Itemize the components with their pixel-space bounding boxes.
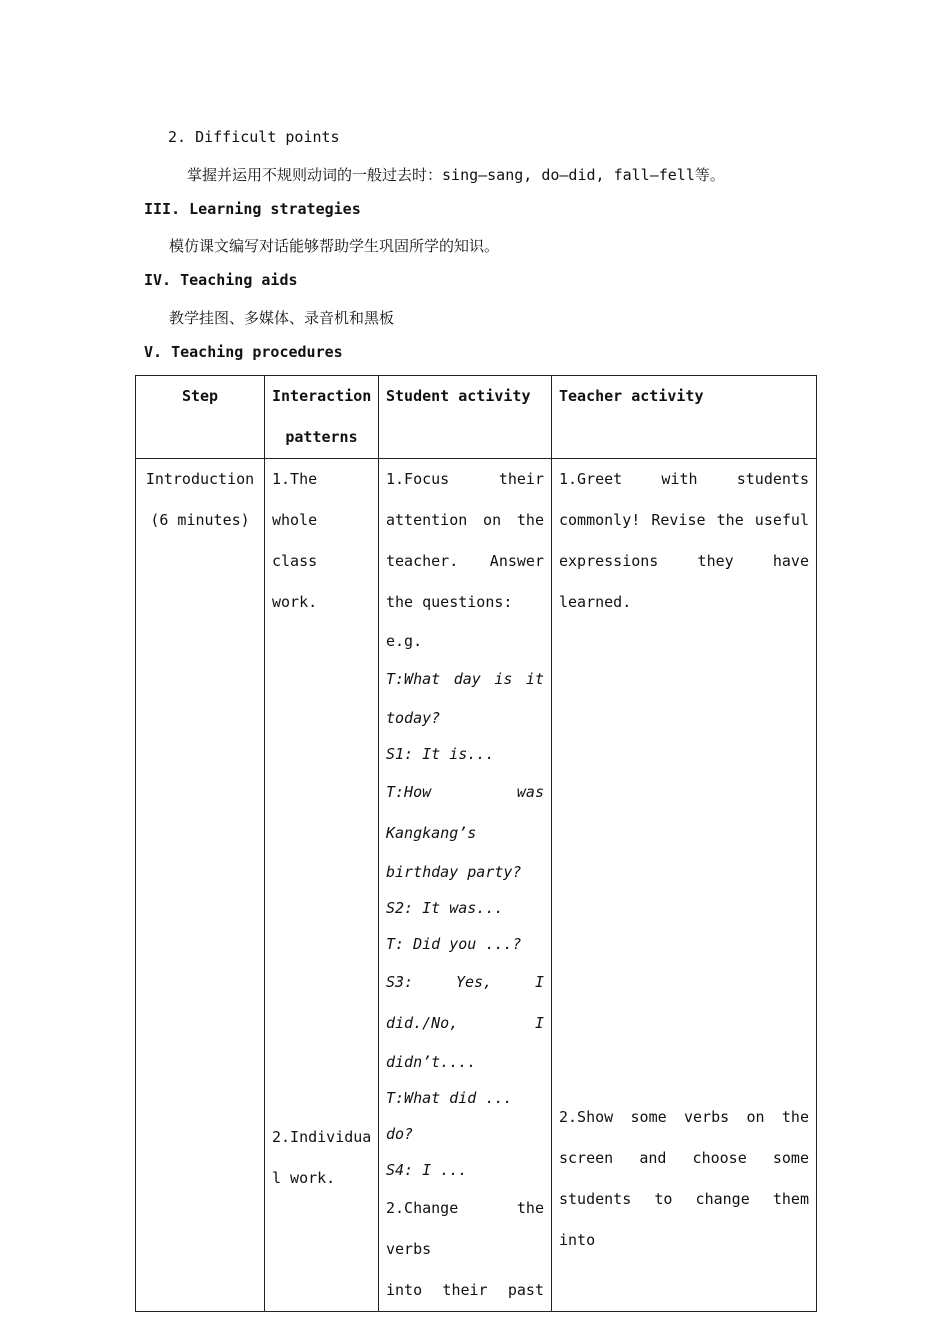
student-line: S2: It was... — [386, 899, 504, 917]
teacher-line: students to change them into — [559, 1190, 809, 1249]
student-line: T: Did you ...? — [386, 935, 522, 953]
teacher-line: 1.Greet with students — [559, 470, 809, 488]
student-line: T:How was — [386, 783, 544, 801]
difficult-points-text: 掌握并运用不规则动词的一般过去时：sing—sang, do—did, fall—fell等。 — [187, 166, 725, 184]
student-line: teacher. Answer — [386, 552, 544, 570]
student-line: into their past — [386, 1281, 544, 1299]
student-line: the questions: — [386, 593, 513, 611]
teacher-line: expressions they have — [559, 552, 809, 570]
step-duration: (6 minutes) — [150, 511, 250, 529]
teacher-activity-cell — [552, 459, 817, 1312]
student-line: didn’t.... — [386, 1053, 477, 1071]
step-name: Introduction — [145, 470, 255, 488]
student-line: T:What did ... do? — [386, 1089, 513, 1143]
pattern-1-line-2: class work. — [272, 552, 318, 611]
header-teacher-activity: Teacher activity — [552, 376, 817, 459]
student-line: Kangkang’s — [386, 824, 477, 842]
student-line: S4: I ... — [386, 1161, 468, 1179]
student-line: 2.Change the verbs — [386, 1199, 544, 1258]
student-line: birthday party? — [386, 863, 522, 881]
pattern-2-line-1: 2.Individua — [272, 1128, 372, 1146]
table-row — [136, 459, 817, 1312]
teaching-aids-heading: IV. Teaching aids — [144, 271, 298, 289]
table-header-row — [136, 376, 817, 459]
student-line: T:What day is it — [386, 670, 544, 688]
student-line: S3: Yes, I — [386, 973, 544, 991]
student-line: did./No, I — [386, 1014, 544, 1032]
teacher-line: 2.Show some verbs on the — [559, 1108, 809, 1126]
header-patterns-line-2: patterns — [285, 428, 358, 446]
teacher-line: screen and choose some — [559, 1149, 809, 1167]
student-activity-cell — [379, 459, 552, 1312]
header-student-activity: Student activity — [379, 376, 552, 459]
step-cell — [136, 459, 265, 1312]
teaching-procedures-heading: V. Teaching procedures — [144, 343, 343, 361]
header-patterns-line-1: Interaction — [272, 387, 372, 405]
student-line: S1: It is... — [386, 745, 495, 763]
teacher-line: learned. — [559, 593, 632, 611]
patterns-cell — [265, 459, 379, 1312]
student-line: 1.Focus their — [386, 470, 544, 488]
learning-strategies-text: 模仿课文编写对话能够帮助学生巩固所学的知识。 — [169, 237, 500, 255]
header-interaction-patterns — [265, 376, 379, 459]
pattern-1-line-1: 1.The whole — [272, 470, 318, 529]
student-line: today? — [386, 709, 441, 727]
pattern-2-line-2: l work. — [272, 1169, 336, 1187]
difficult-points-heading: 2. Difficult points — [168, 128, 340, 146]
teacher-line: commonly! Revise the useful — [559, 511, 809, 529]
student-line: e.g. — [386, 632, 423, 650]
student-line: attention on the — [386, 511, 544, 529]
header-step: Step — [136, 376, 265, 459]
learning-strategies-heading: III. Learning strategies — [144, 200, 361, 218]
procedures-table — [135, 375, 817, 1312]
teaching-aids-text: 教学挂图、多媒体、录音机和黑板 — [169, 309, 395, 327]
